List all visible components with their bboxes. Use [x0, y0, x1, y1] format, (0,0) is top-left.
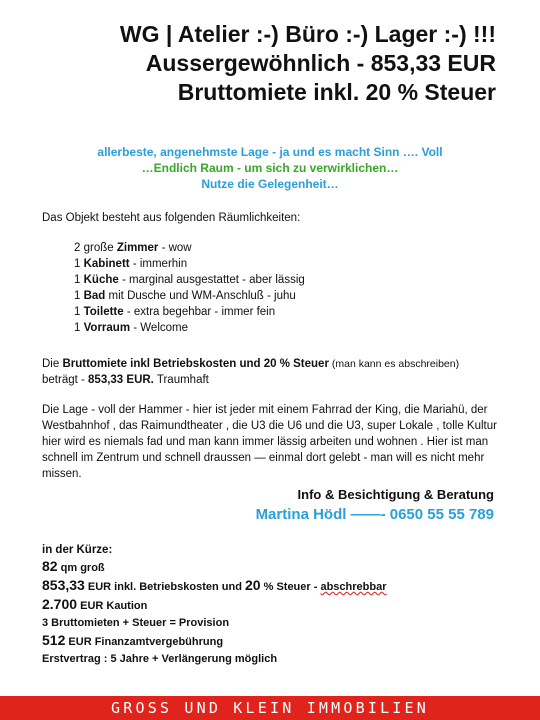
- contact-block: [256, 486, 494, 526]
- tagline-line-1: allerbeste, angenehmste Lage - ja und es macht Sinn …. Voll: [97, 145, 443, 159]
- contact-heading: Info & Besichtigung & Beratung: [297, 487, 494, 502]
- summary-provision: 3 Bruttomieten + Steuer = Provision: [42, 617, 230, 629]
- room-item: 1 Küche - marginal ausgestattet - aber lässig: [74, 274, 305, 286]
- listing-title: [120, 20, 496, 107]
- room-list: [74, 240, 305, 336]
- summary-area: 82 qm groß: [42, 558, 105, 574]
- summary-contract: Erstvertrag : 5 Jahre + Verlängerung möglich: [42, 653, 278, 665]
- contact-name-phone: Martina Hödl ——- 0650 55 55 789: [255, 506, 494, 523]
- summary-block: [42, 542, 386, 668]
- room-item: 2 große Zimmer - wow: [74, 242, 192, 254]
- rent-paragraph: Die Bruttomiete inkl Betriebskosten und 20 % Steuer (man kann es abschreiben) beträgt - 853,33 EUR. Traumhaft: [42, 358, 460, 386]
- summary-fee: 512 EUR Finanzamtvergebührung: [42, 632, 224, 648]
- title-line-2: Aussergewöhnlich - 853,33 EUR: [145, 50, 496, 76]
- title-line-1: WG | Atelier :-) Büro :-) Lager :-) !!!: [119, 21, 496, 47]
- summary-heading: in der Kürze:: [42, 544, 113, 556]
- summary-deposit: 2.700 EUR Kaution: [42, 596, 148, 612]
- rooms-intro: Das Objekt besteht aus folgenden Räumlichkeiten:: [42, 212, 301, 224]
- title-line-3: Bruttomiete inkl. 20 % Steuer: [177, 79, 496, 105]
- tagline-line-3: Nutze die Gelegenheit…: [201, 177, 339, 191]
- room-item: 1 Toilette - extra begehbar - immer fein: [74, 306, 276, 318]
- tagline-line-2: …Endlich Raum - um sich zu verwirklichen…: [141, 161, 399, 175]
- room-item: 1 Kabinett - immerhin: [74, 258, 188, 270]
- location-paragraph: Die Lage - voll der Hammer - hier ist jeder mit einem Fahrrad der King, die Mariahü, der Westbahnhof , das Raimundtheater , die U3 die U6 und die U3, super Lokale , tolle Kultur hier wird es niemals fad und man kann immer lässig arbeiten und wohnen . Hier ist man schnell im Zentrum und schnell draussen — einmal dort gelebt - man will es nicht mehr missen.: [42, 404, 497, 480]
- room-item: 1 Vorraum - Welcome: [74, 322, 189, 334]
- room-item: 1 Bad mit Dusche und WM-Anschluß - juhu: [74, 290, 296, 302]
- summary-price: 853,33 EUR inkl. Betriebskosten und 20 % Steuer - abschrebbar: [42, 577, 387, 593]
- company-footer-banner: GROSS UND KLEIN IMMOBILIEN: [0, 696, 540, 720]
